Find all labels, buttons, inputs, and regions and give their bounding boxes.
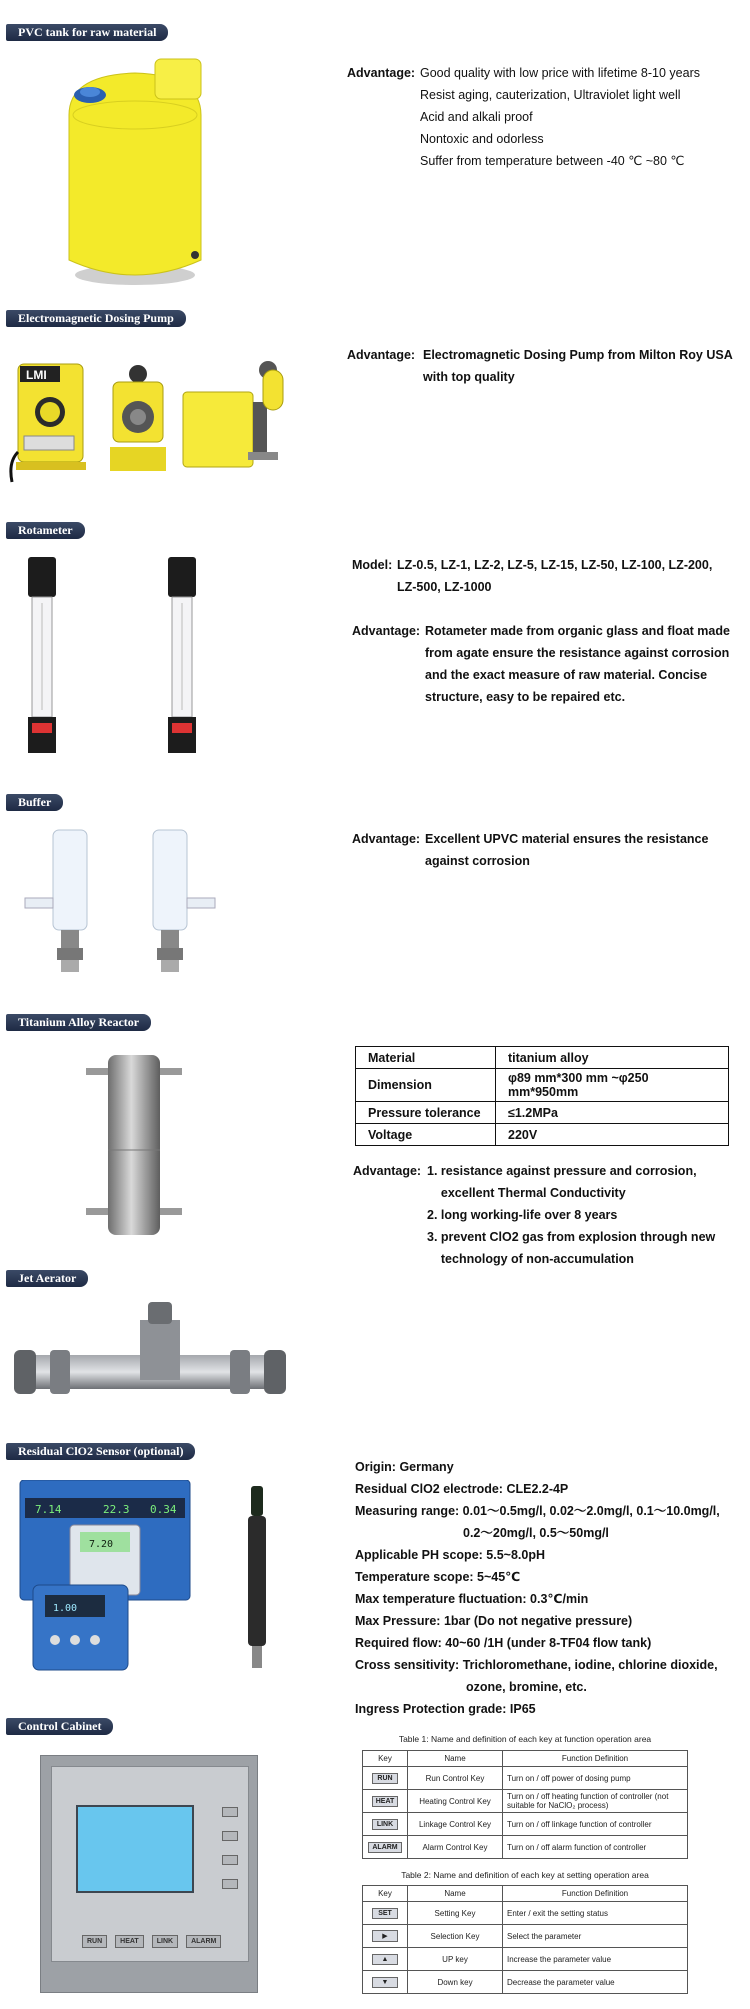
cabinet-side-button[interactable] (222, 1807, 238, 1817)
buffer-advantage: Advantage: Excellent UPVC material ensures the resistance against corrosion (352, 832, 709, 868)
table-row: ALARM Alarm Control Key Turn on / off alarm function of controller (363, 1836, 688, 1859)
spec-row: Material titanium alloy (356, 1047, 729, 1069)
clo2-sensor-image (15, 1480, 315, 1690)
cabinet-heat-button[interactable]: HEAT (115, 1935, 144, 1948)
reactor-advantage: Advantage: 1. resistance against pressure and corrosion, excellent Thermal Conductivity 2. long working-life over 8 years 3. prevent ClO2 gas from explosion through new technology of non-accumulation (353, 1164, 716, 1266)
table1-caption: Table 1: Name and definition of each key at function operation area (398, 1734, 652, 1744)
display-value: 7.14 (35, 1503, 62, 1516)
display-value: 1.00 (53, 1603, 78, 1614)
cabinet-screen (76, 1805, 194, 1893)
key-chip: ▲ (372, 1954, 398, 1965)
key-chip: LINK (372, 1819, 398, 1830)
cabinet-run-button[interactable]: RUN (82, 1935, 107, 1948)
sensor-spec-line: Cross sensitivity: Trichloromethane, iodine, chlorine dioxide, (355, 1658, 718, 1672)
cabinet-side-button[interactable] (222, 1855, 238, 1865)
spec-row: Voltage 220V (356, 1124, 729, 1146)
key-chip: RUN (372, 1773, 398, 1784)
table-row: RUN Run Control Key Turn on / off power of dosing pump (363, 1767, 688, 1790)
section-header-residual-clo2-sensor: Residual ClO2 Sensor (optional) (6, 1443, 195, 1460)
spec-row: Pressure tolerance ≤1.2MPa (356, 1102, 729, 1124)
pvc-advantage: Advantage: Good quality with low price with lifetime 8-10 years Resist aging, cauterization, Ultraviolet light well Acid and alkali proof Nontoxic and odorless Suffer from temperature between -40 ℃ ~80 ℃ (347, 66, 700, 168)
buffer-image (15, 828, 235, 980)
pump-logo-text: LMI (26, 368, 47, 382)
key-chip: ▼ (372, 1977, 398, 1988)
reactor-spec-table (355, 1046, 729, 1146)
display-value: 22.3 (103, 1503, 130, 1516)
key-chip: ALARM (368, 1842, 401, 1853)
jet-aerator-image (10, 1300, 290, 1410)
spec-row: Dimension φ89 mm*300 mm ~φ250 mm*950mm (356, 1069, 729, 1102)
pump-advantage: Advantage: Electromagnetic Dosing Pump from Milton Roy USA with top quality (347, 348, 733, 384)
section-header-rotameter: Rotameter (6, 522, 85, 539)
table-row: ▶ Selection Key Select the parameter (363, 1925, 688, 1948)
function-key-table: Key Name Function Definition RUN Run Control Key Turn on / off power of dosing pump HEAT Heating Control Key Turn on / off heating function of controller (not suitable for NaClO₂ process) LINK Linkage Control Key Turn on / off linkage function of controller ALARM Alarm Control Key Turn on / off alarm function of controller (362, 1750, 688, 1859)
section-header-dosing-pump: Electromagnetic Dosing Pump (6, 310, 186, 327)
table-row: SET Setting Key Enter / exit the setting status (363, 1902, 688, 1925)
sensor-spec-line: Max Pressure: 1bar (Do not negative pressure) (355, 1614, 633, 1628)
table-row: ▲ UP key Increase the parameter value (363, 1948, 688, 1971)
rotameter-image (20, 555, 220, 760)
sensor-spec-line: Temperature scope: 5~45℃ (355, 1570, 521, 1584)
display-value: 0.34 (150, 1503, 177, 1516)
sensor-spec-line: Ingress Protection grade: IP65 (355, 1702, 536, 1716)
section-header-control-cabinet: Control Cabinet (6, 1718, 113, 1735)
dosing-pump-image (8, 352, 308, 487)
cabinet-link-button[interactable]: LINK (152, 1935, 178, 1948)
setting-key-table: Key Name Function Definition SET Setting Key Enter / exit the setting status ▶ Selection Key Select the parameter ▲ UP key Increase the parameter value ▼ Down key Decrease the parameter value (362, 1885, 688, 1994)
rotameter-model: Model: LZ-0.5, LZ-1, LZ-2, LZ-5, LZ-15, LZ-50, LZ-100, LZ-200, LZ-500, LZ-1000 (352, 558, 713, 594)
table-row: HEAT Heating Control Key Turn on / off heating function of controller (not suitable for NaClO₂ process) (363, 1790, 688, 1813)
cabinet-panel (51, 1766, 249, 1962)
titanium-reactor-image (80, 1050, 190, 1240)
control-cabinet-image (40, 1755, 258, 1993)
display-value: 7.20 (89, 1539, 114, 1550)
table-row: ▼ Down key Decrease the parameter value (363, 1971, 688, 1994)
sensor-spec-line: Applicable PH scope: 5.5~8.0pH (355, 1548, 545, 1562)
pvc-tank-image (55, 55, 215, 290)
sensor-spec-line: Required flow: 40~60 /1H (under 8-TF04 flow tank) (355, 1636, 652, 1650)
cabinet-side-button[interactable] (222, 1831, 238, 1841)
section-header-jet-aerator: Jet Aerator (6, 1270, 88, 1287)
sensor-spec-line: 0.2～20mg/l, 0.5～50mg/l (463, 1526, 609, 1540)
table2-caption: Table 2: Name and definition of each key at setting operation area (401, 1870, 649, 1880)
section-header-titanium-reactor: Titanium Alloy Reactor (6, 1014, 151, 1031)
sensor-spec-line: Max temperature fluctuation: 0.3℃/min (355, 1592, 589, 1606)
sensor-spec-line: ozone, bromine, etc. (466, 1680, 587, 1694)
key-chip: ▶ (372, 1930, 398, 1942)
cabinet-side-button[interactable] (222, 1879, 238, 1889)
sensor-spec-line: Residual ClO2 electrode: CLE2.2-4P (355, 1482, 569, 1496)
key-chip: HEAT (372, 1796, 399, 1807)
section-header-pvc-tank: PVC tank for raw material (6, 24, 168, 41)
table-row: LINK Linkage Control Key Turn on / off linkage function of controller (363, 1813, 688, 1836)
cabinet-alarm-button[interactable]: ALARM (186, 1935, 221, 1948)
sensor-spec-line: Origin: Germany (355, 1460, 454, 1474)
rotameter-advantage: Advantage: Rotameter made from organic glass and float made from agate ensure the resistance against corrosion and the exact measure of raw material. Concise structure, easy to be repaired etc. (352, 624, 730, 704)
section-header-buffer: Buffer (6, 794, 63, 811)
key-chip: SET (372, 1908, 398, 1919)
sensor-specs (355, 1456, 720, 1720)
sensor-spec-line: Measuring range: 0.01～0.5mg/l, 0.02～2.0mg/l, 0.1～10.0mg/l, (355, 1504, 720, 1518)
